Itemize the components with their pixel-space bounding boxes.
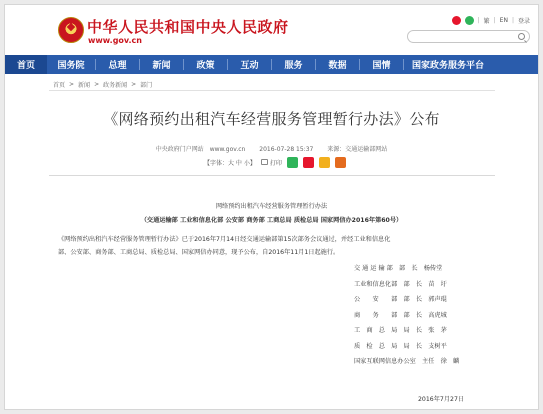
- national-emblem-icon[interactable]: [58, 17, 84, 43]
- page: [4, 4, 539, 410]
- nav-state-council[interactable]: 国务院: [57, 61, 85, 71]
- divider: [49, 90, 495, 91]
- signatory: 国家互联网信息办公室 主任 徐 麟: [354, 358, 460, 365]
- document-title: 网络预约出租汽车经营服务管理暂行办法: [215, 203, 328, 210]
- signatory: 工业和信息化部 部 长 苗 圩: [354, 280, 447, 288]
- document-subtitle: （交通运输部 工业和信息化部 公安部 商务部 工商总局 质检总局 国家网信办2016年第60号）: [140, 217, 403, 224]
- english-link[interactable]: EN: [499, 16, 508, 24]
- divider: [49, 175, 495, 176]
- nav-interaction[interactable]: 互动: [240, 61, 259, 71]
- traditional-chinese-link[interactable]: 繁: [483, 17, 490, 25]
- signatory: 质 检 总 局 局 长 支树平: [354, 342, 447, 350]
- article-source: 中央政府门户网站 www.gov.cn: [155, 146, 246, 153]
- print-icon: [261, 159, 268, 165]
- search-input[interactable]: [407, 30, 530, 43]
- article-tools: [204, 156, 346, 168]
- main-nav: [5, 55, 538, 74]
- nav-premier[interactable]: 总理: [108, 61, 127, 71]
- site-header: [5, 5, 538, 53]
- font-size-controls[interactable]: 【字体：大 中 小】: [204, 159, 256, 167]
- login-link[interactable]: 登录: [517, 17, 530, 25]
- wechat-icon[interactable]: [465, 16, 474, 25]
- nav-data[interactable]: 数据: [328, 61, 347, 71]
- article-meta: [5, 144, 538, 153]
- article-time: 2016-07-28 15:37: [259, 146, 314, 153]
- nav-policy[interactable]: 政策: [196, 61, 215, 71]
- nav-national-info[interactable]: 国情: [372, 61, 391, 71]
- share-more-icon[interactable]: [335, 157, 346, 168]
- signatory: 交 通 运 输 部 部 长 杨传堂: [354, 265, 443, 272]
- document-date: 2016年7月27日: [418, 396, 465, 403]
- share-qzone-icon[interactable]: [319, 157, 330, 168]
- share-wechat-icon[interactable]: [287, 157, 298, 168]
- breadcrumb-department[interactable]: 部门: [140, 82, 153, 89]
- print-label: 打印: [269, 159, 282, 167]
- signatory: 工 商 总 局 局 长 张 茅: [354, 327, 447, 334]
- weibo-icon[interactable]: [452, 16, 461, 25]
- document-paragraph: 《网络预约出租汽车经营服务管理暂行办法》已于2016年7月14日经交通运输部第15次部务会议通过，并经工业和信息化: [58, 236, 391, 243]
- site-url: www.gov.cn: [88, 36, 142, 45]
- signatory-list: [354, 263, 494, 372]
- nav-home[interactable]: 首页: [5, 55, 47, 74]
- breadcrumb-gov-news[interactable]: 政务新闻: [103, 82, 128, 89]
- signatory: 商 务 部 部 长 高虎城: [354, 311, 447, 319]
- breadcrumb-news[interactable]: 新闻: [78, 82, 91, 89]
- signatory: 公 安 部 部 长 郭声琨: [354, 296, 447, 303]
- top-tools: | 繁 | EN | 登录: [452, 13, 530, 27]
- search-icon[interactable]: [518, 33, 525, 40]
- breadcrumb: 首页 > 新闻 > 政务新闻 > 部门: [53, 81, 153, 89]
- nav-service-platform[interactable]: 国家政务服务平台: [411, 61, 484, 71]
- article-origin: 来源：交通运输部网站: [327, 146, 388, 153]
- document-paragraph: 部、公安部、商务部、工商总局、质检总局、国家网信办同意，现予公布，自2016年11月1日起施行。: [58, 249, 340, 256]
- print-button[interactable]: [261, 158, 282, 167]
- share-weibo-icon[interactable]: [303, 157, 314, 168]
- article-title: 《网络预约出租汽车经营服务管理暂行办法》公布: [103, 110, 440, 128]
- breadcrumb-home[interactable]: 首页: [53, 82, 66, 89]
- nav-news[interactable]: 新闻: [152, 61, 171, 71]
- nav-services[interactable]: 服务: [284, 61, 303, 71]
- site-title[interactable]: 中华人民共和国中央人民政府: [87, 18, 289, 36]
